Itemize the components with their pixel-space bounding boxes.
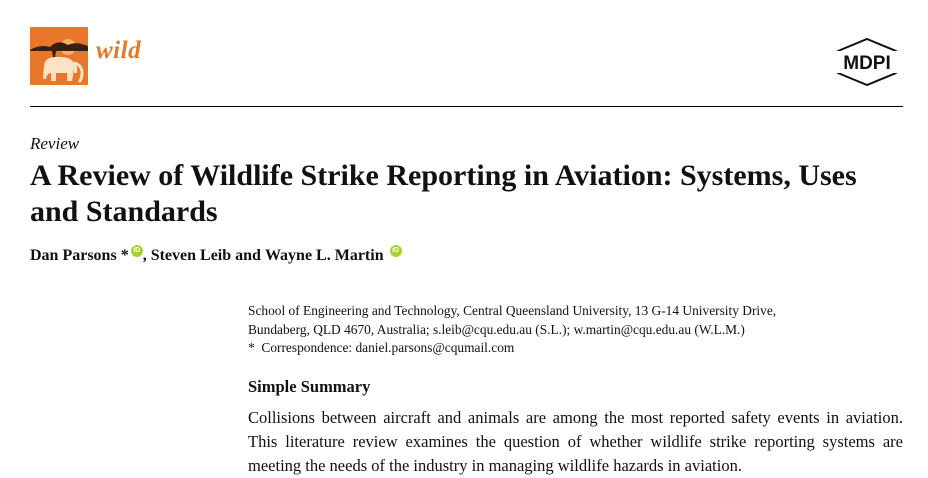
elephant-sunset-icon <box>30 27 88 85</box>
publisher-logo <box>830 36 904 86</box>
simple-summary-heading: Simple Summary <box>248 377 371 396</box>
author-list <box>30 247 402 265</box>
corresponding-marker: * <box>120 247 129 264</box>
correspondence-line: * Correspondence: daniel.parsons@cqumail.com <box>248 340 515 355</box>
journal-logo <box>30 27 141 85</box>
affiliation-line: Bundaberg, QLD 4670, Australia; s.leib@cqu.edu.au (S.L.); w.martin@cqu.edu.au (W.L.M.) <box>248 321 745 337</box>
affiliation-line: School of Engineering and Technology, Central Queensland University, 13 G-14 University Drive, <box>248 303 777 318</box>
orcid-icon[interactable]: iD <box>390 245 402 257</box>
header-divider <box>30 106 903 107</box>
article-title: A Review of Wildlife Strike Reporting in Aviation: Systems, Uses and Standards <box>30 159 857 228</box>
author-separator: , <box>142 247 151 264</box>
article-type: Review <box>30 134 80 153</box>
publisher-name: MDPI <box>843 53 891 74</box>
author-name[interactable]: Steven Leib <box>150 247 232 264</box>
author-name[interactable]: Wayne L. Martin <box>264 247 384 264</box>
journal-name: wild <box>96 37 142 64</box>
author-separator: and <box>231 247 265 264</box>
simple-summary-text: Collisions between aircraft and animals are among the most reported safety events in aviation. This literature review examines the question of whether wildlife strike reporting systems are meeting the needs of the industry in managing wildlife hazards in aviation. <box>248 408 903 475</box>
orcid-icon[interactable]: iD <box>131 245 143 257</box>
author-name[interactable]: Dan Parsons <box>30 247 117 264</box>
affiliation-block <box>248 302 888 358</box>
